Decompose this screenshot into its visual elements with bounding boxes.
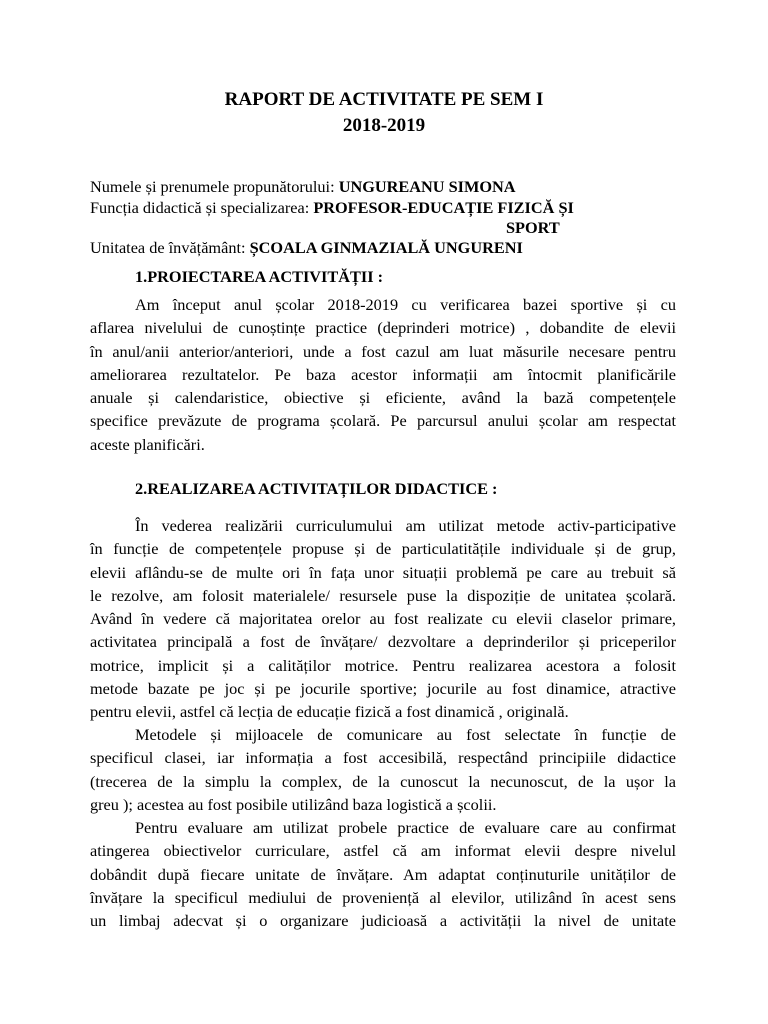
paragraph-line: anuale și calendaristice, obiective și eficiente, având la bază competențele [90,388,676,407]
paragraph-line: le rezolve, am folosit materialele/ resursele puse la dispoziție de unitatea școlară. [90,585,676,605]
paragraph-line: ameliorarea rezultatelor. Pe baza acestor informații am întocmit planificările [90,364,676,384]
paragraph-line: greu ); acestea au fost posibile utilizând baza logistică a școlii. [90,794,497,814]
paragraph-line: atingerea obiectivelor curriculare, astfel că am informat elevii despre nivelul [90,841,676,861]
section-heading-teaching: 2.REALIZAREA ACTIVITAȚILOR DIDACTICE : [135,479,498,498]
paragraph-line: elevii aflându-se de multe ori în fața unor situații problemă pe care au trebuit să [90,562,676,582]
function-value: PROFESOR-EDUCAȚIE FIZICĂ ȘI [313,198,574,217]
paragraph-line: activitatea principală a fost de învățare/ dezvoltare a deprinderilor și priceperilor [90,632,676,652]
paragraph-curriculum [90,514,676,723]
school-line [90,240,523,256]
paragraph-line: Pentru evaluare am utilizat probele practice de evaluare care au confirmat [135,818,676,837]
document-title: RAPORT DE ACTIVITATE PE SEM I [224,89,544,110]
paragraph-planning [90,293,676,456]
paragraph-line: specificul clasei, iar informația a fost accesibilă, respectând principiile didactice [90,748,676,768]
paragraph-line: aceste planificări. [90,434,205,454]
paragraph-evaluation [90,816,676,932]
paragraph-line: pentru elevii, astfel că lecția de educație fizică a fost dinamică , originală. [90,702,569,721]
proposer-name-label: Numele și prenumele propunătorului: [90,177,339,196]
section-heading-planning: 1.PROIECTAREA ACTIVITĂȚII : [135,267,384,286]
paragraph-line: În vederea realizării curriculumului am utilizat metode activ-participative [135,516,676,535]
document-period: 2018-2019 [342,115,426,136]
paragraph-line: un limbaj adecvat și o organizare judicioasă a activității la nivel de unitate [90,911,676,930]
function-label: Funcția didactică și specializarea: [90,198,314,217]
paragraph-line: specifice prevăzute de programa școlară. Pe parcursul anului școlar am respectat [90,411,676,431]
school-label: Unitatea de învățământ: [90,238,250,257]
paragraph-line: Am început anul școlar 2018-2019 cu verificarea bazei sportive și cu [135,295,676,314]
paragraph-line: Având în vedere că majoritatea orelor au fost realizate cu elevii claselor primare, [90,609,676,628]
school-value: ȘCOALA GINMAZIALĂ UNGURENI [249,238,523,257]
paragraph-line: metode bazate pe joc și pe jocurile sportive; jocurile au fost dinamice, atractive [90,678,676,698]
function-value-continuation: SPORT [506,218,560,237]
paragraph-methods [90,723,676,816]
paragraph-line: (trecerea de la simplu la complex, de la cunoscut la necunoscut, de la ușor la [90,771,676,791]
paragraph-line: Metodele și mijloacele de comunicare au fost selectate în funcție de [135,725,676,744]
paragraph-line: dobândit după fiecare unitate de învățare. Am adaptat conținuturile unităților de [90,864,676,884]
function-line [90,200,574,216]
paragraph-line: în funcție de competențele propuse și de particulatitățile individuale și de grup, [90,539,676,559]
paragraph-line: învățare la specificul mediului de proveniență al elevilor, utilizând în acest sens [90,887,676,907]
paragraph-line: în anul/anii anterior/anteriori, unde a fost cazul am luat măsurile necesare pentru [90,341,676,361]
paragraph-line: motrice, implicit și a calităților motrice. Pentru realizarea acestora a folosit [90,655,676,675]
paragraph-line: aflarea nivelului de cunoștințe practice (deprinderi motrice) , dobandite de elevii [90,318,676,338]
proposer-name-value: UNGUREANU SIMONA [338,177,516,196]
proposer-name-line [90,179,516,195]
